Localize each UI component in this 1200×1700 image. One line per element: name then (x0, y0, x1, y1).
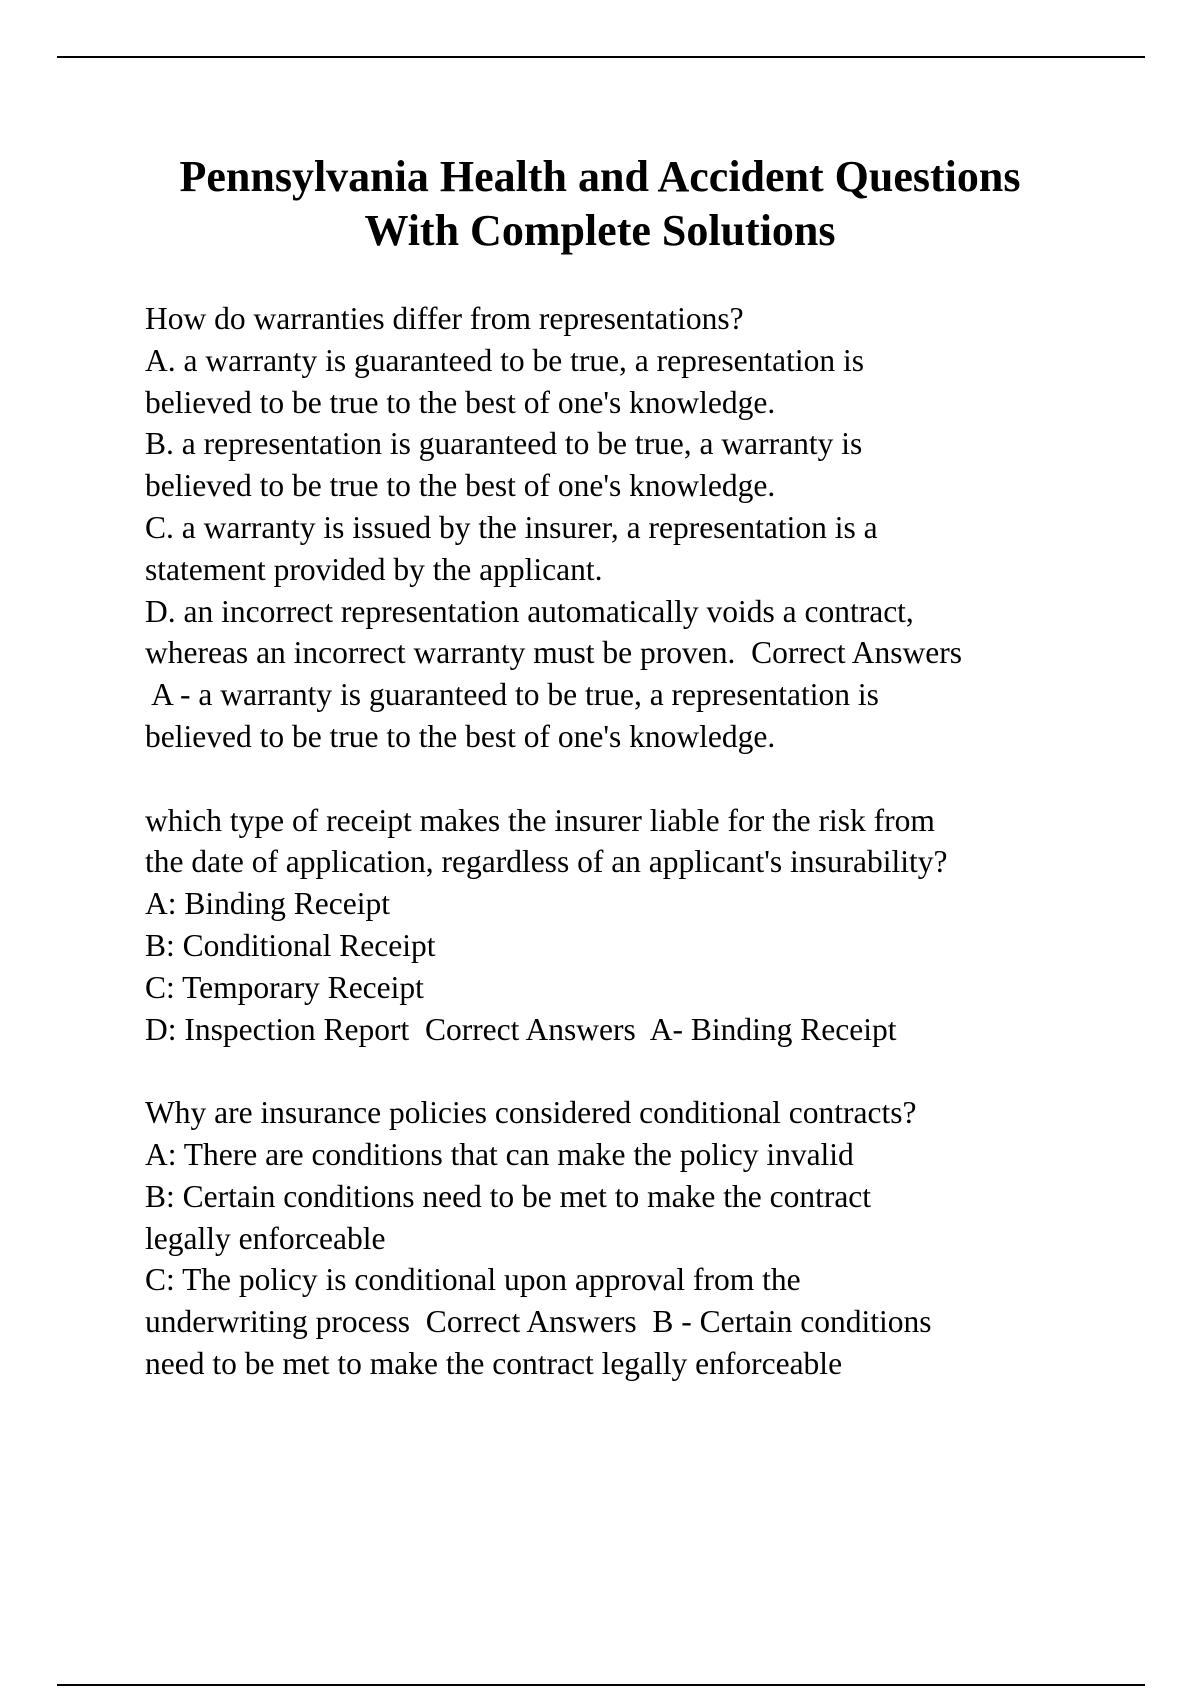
question-3-line: Why are insurance policies considered conditional contracts? (145, 1095, 917, 1131)
question-1-line: D. an incorrect representation automatically voids a contract, (145, 593, 914, 629)
question-1-line: believed to be true to the best of one's knowledge. (145, 718, 776, 754)
question-2-line: which type of receipt makes the insurer liable for the risk from (145, 802, 935, 838)
question-1-line: believed to be true to the best of one's knowledge. (145, 468, 776, 504)
question-1-line: believed to be true to the best of one's knowledge. (145, 384, 776, 420)
question-2-line: the date of application, regardless of an applicant's insurability? (145, 844, 948, 880)
question-2-line: C: Temporary Receipt (145, 969, 424, 1005)
question-3-line: need to be met to make the contract legally enforceable (145, 1345, 843, 1381)
question-3-line: legally enforceable (145, 1220, 386, 1256)
page-title (100, 150, 1100, 258)
question-1-line: B. a representation is guaranteed to be true, a warranty is (145, 426, 863, 462)
question-3-line: A: There are conditions that can make the policy invalid (145, 1136, 854, 1172)
question-2-line: D: Inspection Report Correct Answers A- Binding Receipt (145, 1011, 897, 1047)
question-1-line: A - a warranty is guaranteed to be true, a representation is (145, 677, 879, 713)
title-line-1: Pennsylvania Health and Accident Questions (179, 152, 1021, 201)
question-3-line: C: The policy is conditional upon approval from the (145, 1262, 801, 1298)
title-line-2: With Complete Solutions (364, 206, 836, 255)
question-2-line: A: Binding Receipt (145, 886, 390, 922)
question-1-line: C. a warranty is issued by the insurer, a representation is a (145, 509, 878, 545)
question-3-line: B: Certain conditions need to be met to make the contract (145, 1178, 872, 1214)
question-2-line: B: Conditional Receipt (145, 927, 436, 963)
question-block-2 (145, 800, 1105, 1051)
paragraph-gap (145, 758, 1105, 800)
question-3-line: underwriting process Correct Answers B - Certain conditions (145, 1304, 932, 1340)
paragraph-gap (145, 1050, 1105, 1092)
bottom-divider (57, 1684, 1145, 1686)
question-1-line: How do warranties differ from representations? (145, 301, 744, 336)
top-divider (57, 56, 1145, 58)
question-1-line: statement provided by the applicant. (145, 551, 603, 587)
document-body (145, 298, 1105, 1385)
question-1-line: whereas an incorrect warranty must be proven. Correct Answers (145, 635, 962, 671)
question-block-3 (145, 1092, 1105, 1385)
question-block-1 (145, 298, 1105, 758)
question-1-line: A. a warranty is guaranteed to be true, a representation is (145, 342, 864, 378)
